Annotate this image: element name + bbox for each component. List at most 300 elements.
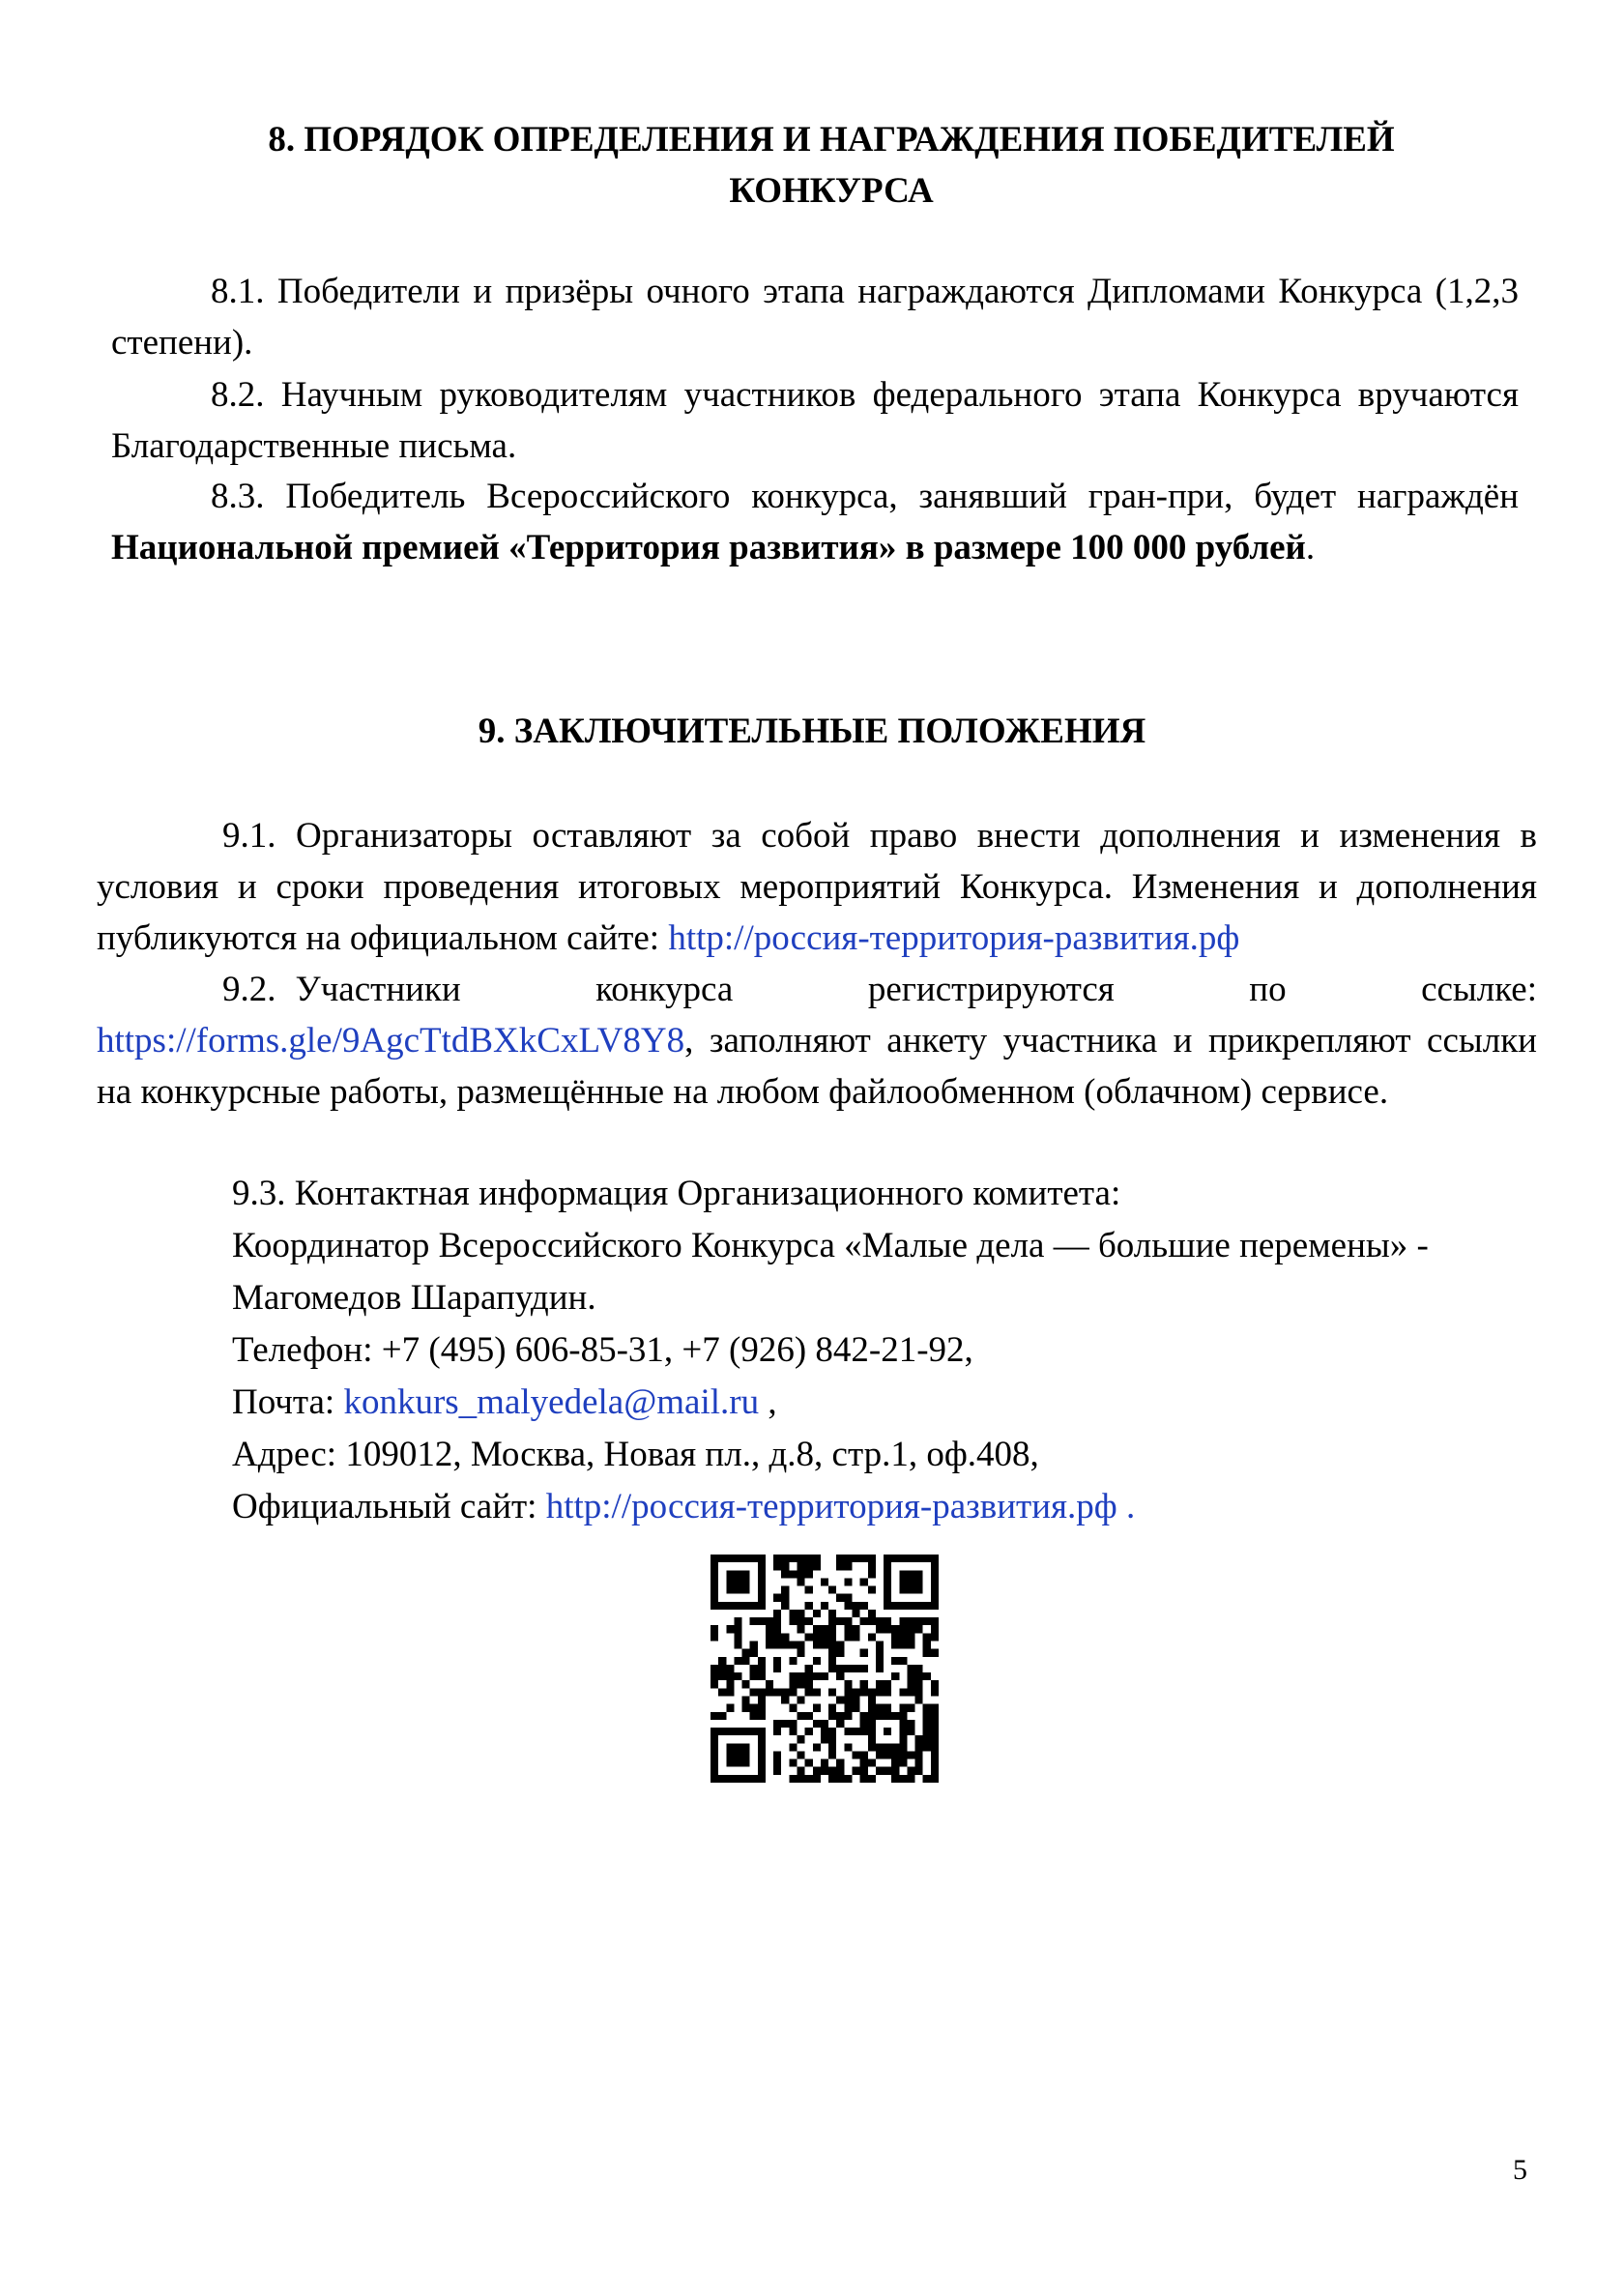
qr-module xyxy=(734,1642,741,1649)
qr-module xyxy=(773,1555,781,1562)
qr-module xyxy=(915,1617,923,1625)
qr-module xyxy=(758,1562,766,1570)
qr-module xyxy=(750,1642,758,1649)
qr-module xyxy=(805,1672,813,1680)
qr-module xyxy=(844,1775,852,1783)
paragraph-8-3 xyxy=(111,471,1519,573)
paragraph-9-2-text: Участники конкурса регистрируются по ссылке: xyxy=(295,970,1537,1009)
qr-module xyxy=(860,1617,868,1625)
qr-module xyxy=(710,1751,718,1758)
qr-module xyxy=(710,1735,718,1743)
qr-module xyxy=(884,1751,891,1758)
qr-module xyxy=(907,1586,914,1594)
qr-module xyxy=(891,1633,899,1641)
qr-module xyxy=(884,1586,891,1594)
qr-module xyxy=(884,1680,891,1688)
qr-module xyxy=(828,1649,836,1657)
qr-module xyxy=(899,1712,907,1720)
qr-module xyxy=(899,1617,907,1625)
qr-module xyxy=(805,1688,813,1696)
qr-module xyxy=(931,1751,939,1758)
qr-module xyxy=(773,1751,781,1758)
qr-module xyxy=(844,1617,852,1625)
qr-module xyxy=(891,1759,899,1767)
qr-module xyxy=(860,1680,868,1688)
coordinator-name: Магомедов Шарапудин. xyxy=(232,1278,596,1318)
qr-module xyxy=(734,1775,741,1783)
qr-module xyxy=(931,1594,939,1602)
qr-module xyxy=(899,1728,907,1735)
qr-module xyxy=(907,1665,914,1672)
qr-module xyxy=(773,1633,781,1641)
qr-module xyxy=(899,1720,907,1728)
qr-module xyxy=(868,1696,876,1703)
qr-module xyxy=(836,1696,844,1703)
qr-module xyxy=(742,1657,750,1665)
qr-module xyxy=(758,1594,766,1602)
qr-module xyxy=(931,1712,939,1720)
qr-module xyxy=(899,1751,907,1758)
qr-module xyxy=(868,1610,876,1617)
qr-module xyxy=(931,1775,939,1783)
qr-module xyxy=(844,1728,852,1735)
qr-module xyxy=(884,1570,891,1578)
qr-module xyxy=(813,1672,821,1680)
qr-module xyxy=(923,1735,931,1743)
qr-module xyxy=(828,1704,836,1712)
qr-module xyxy=(781,1688,789,1696)
qr-module xyxy=(868,1720,876,1728)
qr-module xyxy=(891,1672,899,1680)
qr-module xyxy=(931,1720,939,1728)
qr-module xyxy=(805,1759,813,1767)
qr-module xyxy=(828,1688,836,1696)
qr-module xyxy=(773,1617,781,1625)
qr-module xyxy=(915,1578,923,1585)
qr-module xyxy=(876,1657,884,1665)
qr-module xyxy=(915,1696,923,1703)
qr-module xyxy=(710,1633,718,1641)
qr-module xyxy=(726,1688,734,1696)
qr-module xyxy=(931,1735,939,1743)
qr-module xyxy=(789,1642,797,1649)
qr-module xyxy=(931,1728,939,1735)
qr-module xyxy=(750,1775,758,1783)
qr-module xyxy=(923,1712,931,1720)
qr-module xyxy=(907,1617,914,1625)
qr-module xyxy=(891,1775,899,1783)
qr-module xyxy=(844,1743,852,1751)
qr-module xyxy=(852,1696,859,1703)
qr-module xyxy=(899,1688,907,1696)
qr-module xyxy=(805,1562,813,1570)
qr-module xyxy=(798,1555,805,1562)
qr-module xyxy=(750,1665,758,1672)
qr-module xyxy=(734,1759,741,1767)
qr-module xyxy=(844,1688,852,1696)
qr-module xyxy=(710,1562,718,1570)
qr-module xyxy=(836,1649,844,1657)
qr-module xyxy=(907,1767,914,1775)
qr-module xyxy=(907,1680,914,1688)
email-link[interactable]: konkurs_malyedela@mail.ru xyxy=(343,1382,760,1422)
qr-module xyxy=(915,1555,923,1562)
registration-form-link[interactable]: https://forms.gle/9AgcTtdBXkCxLV8Y8 xyxy=(97,1021,685,1061)
qr-module xyxy=(828,1625,836,1633)
qr-module xyxy=(891,1712,899,1720)
qr-module xyxy=(750,1555,758,1562)
qr-module xyxy=(828,1642,836,1649)
qr-module xyxy=(805,1712,813,1720)
qr-module xyxy=(923,1672,931,1680)
qr-module xyxy=(899,1743,907,1751)
qr-module xyxy=(836,1665,844,1672)
qr-module xyxy=(907,1672,914,1680)
paragraph-9-1 xyxy=(97,810,1537,964)
qr-module xyxy=(742,1586,750,1594)
qr-module xyxy=(868,1688,876,1696)
qr-module xyxy=(915,1680,923,1688)
qr-module xyxy=(884,1743,891,1751)
qr-module xyxy=(931,1649,939,1657)
qr-module xyxy=(821,1642,828,1649)
qr-module xyxy=(726,1751,734,1758)
qr-module xyxy=(876,1617,884,1625)
qr-module xyxy=(821,1625,828,1633)
qr-module xyxy=(798,1696,805,1703)
qr-module xyxy=(907,1642,914,1649)
qr-module xyxy=(899,1586,907,1594)
qr-module xyxy=(734,1728,741,1735)
qr-module xyxy=(868,1728,876,1735)
qr-module xyxy=(773,1625,781,1633)
qr-module xyxy=(844,1562,852,1570)
qr-module xyxy=(726,1672,734,1680)
qr-module xyxy=(750,1617,758,1625)
qr-module xyxy=(852,1767,859,1775)
qr-module xyxy=(789,1720,797,1728)
qr-module xyxy=(773,1720,781,1728)
qr-module xyxy=(884,1594,891,1602)
qr-module xyxy=(868,1704,876,1712)
qr-module xyxy=(868,1735,876,1743)
paragraph-9-1-text: 9.1. Организаторы оставляют за собой право внести дополнения и изменения в условия и сроки проведения итоговых мероприятий Конкурса. Изменения и дополнения публикуются на официальном сайте: xyxy=(97,816,1537,958)
qr-module xyxy=(758,1688,766,1696)
qr-module xyxy=(718,1657,726,1665)
qr-module xyxy=(726,1578,734,1585)
qr-module xyxy=(923,1728,931,1735)
qr-module xyxy=(923,1633,931,1641)
qr-module xyxy=(758,1775,766,1783)
qr-module xyxy=(876,1649,884,1657)
qr-module xyxy=(844,1633,852,1641)
qr-module xyxy=(923,1642,931,1649)
qr-module xyxy=(836,1720,844,1728)
qr-module xyxy=(766,1617,773,1625)
qr-module xyxy=(852,1728,859,1735)
qr-module xyxy=(742,1578,750,1585)
qr-module xyxy=(844,1578,852,1585)
qr-module xyxy=(884,1704,891,1712)
qr-module xyxy=(710,1680,718,1688)
qr-module xyxy=(876,1665,884,1672)
qr-module xyxy=(734,1633,741,1641)
qr-module xyxy=(789,1688,797,1696)
qr-module xyxy=(907,1751,914,1758)
qr-module xyxy=(726,1759,734,1767)
qr-module xyxy=(773,1594,781,1602)
qr-module xyxy=(931,1586,939,1594)
qr-module xyxy=(828,1633,836,1641)
qr-module xyxy=(860,1649,868,1657)
paragraph-9-2-end: , заполняют анкету участника и прикрепляют ссылки на конкурсные работы, размещённые на любом файлообменном (облачном) сервисе. xyxy=(97,1021,1537,1112)
qr-module xyxy=(766,1633,773,1641)
qr-module xyxy=(891,1751,899,1758)
qr-module xyxy=(868,1617,876,1625)
paragraph-9-3: 9.3. Контактная информация Организационного комитета: xyxy=(232,1174,1121,1213)
qr-module xyxy=(899,1704,907,1712)
qr-module xyxy=(891,1642,899,1649)
qr-module xyxy=(915,1586,923,1594)
qr-module xyxy=(798,1617,805,1625)
qr-module xyxy=(821,1720,828,1728)
qr-module xyxy=(884,1602,891,1610)
qr-module xyxy=(860,1759,868,1767)
qr-module xyxy=(726,1570,734,1578)
qr-module xyxy=(899,1625,907,1633)
qr-module xyxy=(876,1712,884,1720)
qr-module xyxy=(868,1775,876,1783)
qr-module xyxy=(766,1625,773,1633)
qr-module xyxy=(828,1743,836,1751)
qr-module xyxy=(710,1728,718,1735)
paragraph-8-3-end: . xyxy=(1305,528,1316,567)
qr-module xyxy=(899,1642,907,1649)
qr-module xyxy=(813,1562,821,1570)
qr-module xyxy=(891,1743,899,1751)
qr-module xyxy=(907,1688,914,1696)
qr-module xyxy=(750,1712,758,1720)
qr-module xyxy=(781,1562,789,1570)
qr-module xyxy=(931,1617,939,1625)
qr-module xyxy=(742,1570,750,1578)
qr-module xyxy=(907,1602,914,1610)
qr-module xyxy=(923,1649,931,1657)
qr-module xyxy=(876,1680,884,1688)
qr-module xyxy=(915,1570,923,1578)
qr-module xyxy=(798,1649,805,1657)
qr-module xyxy=(710,1555,718,1562)
qr-module xyxy=(726,1625,734,1633)
qr-module xyxy=(891,1767,899,1775)
qr-module xyxy=(884,1728,891,1735)
qr-module xyxy=(821,1672,828,1680)
qr-module xyxy=(718,1775,726,1783)
qr-module xyxy=(923,1775,931,1783)
qr-module xyxy=(931,1570,939,1578)
qr-module xyxy=(891,1625,899,1633)
qr-module xyxy=(860,1602,868,1610)
qr-module xyxy=(844,1602,852,1610)
qr-module xyxy=(813,1767,821,1775)
qr-module xyxy=(734,1586,741,1594)
qr-module xyxy=(813,1775,821,1783)
qr-module xyxy=(884,1767,891,1775)
qr-module xyxy=(931,1562,939,1570)
qr-module xyxy=(915,1743,923,1751)
qr-module xyxy=(726,1743,734,1751)
qr-module xyxy=(868,1712,876,1720)
paragraph-9-2-number: 9.2. xyxy=(222,970,276,1009)
qr-module xyxy=(726,1665,734,1672)
qr-module xyxy=(852,1633,859,1641)
qr-module xyxy=(710,1665,718,1672)
qr-module xyxy=(931,1602,939,1610)
qr-module xyxy=(766,1688,773,1696)
qr-module xyxy=(884,1562,891,1570)
qr-module xyxy=(884,1555,891,1562)
qr-module xyxy=(899,1735,907,1743)
qr-module xyxy=(773,1767,781,1775)
qr-module xyxy=(876,1625,884,1633)
qr-module xyxy=(710,1578,718,1585)
section-9-heading: 9. ЗАКЛЮЧИТЕЛЬНЫЕ ПОЛОЖЕНИЯ xyxy=(478,712,1146,751)
qr-module xyxy=(923,1720,931,1728)
qr-module xyxy=(798,1767,805,1775)
qr-module xyxy=(789,1704,797,1712)
qr-module xyxy=(868,1586,876,1594)
qr-module xyxy=(789,1728,797,1735)
qr-module xyxy=(750,1688,758,1696)
qr-module xyxy=(931,1743,939,1751)
qr-module xyxy=(899,1555,907,1562)
qr-module xyxy=(852,1751,859,1758)
qr-module xyxy=(758,1570,766,1578)
qr-module xyxy=(773,1759,781,1767)
section-8-heading: 8. ПОРЯДОК ОПРЕДЕЛЕНИЯ И НАГРАЖДЕНИЯ ПОБЕДИТЕЛЕЙ КОНКУРСА xyxy=(268,120,1395,211)
qr-module xyxy=(907,1633,914,1641)
qr-module xyxy=(773,1642,781,1649)
official-site-link[interactable]: http://россия-территория-развития.рф xyxy=(668,918,1240,958)
qr-module xyxy=(726,1602,734,1610)
official-site-link-2[interactable]: http://россия-территория-развития.рф . xyxy=(545,1487,1136,1526)
qr-module xyxy=(844,1704,852,1712)
qr-module xyxy=(773,1610,781,1617)
qr-module xyxy=(710,1586,718,1594)
qr-module xyxy=(758,1602,766,1610)
qr-module xyxy=(734,1625,741,1633)
qr-module xyxy=(836,1594,844,1602)
qr-module xyxy=(805,1633,813,1641)
qr-module xyxy=(718,1712,726,1720)
qr-module xyxy=(860,1688,868,1696)
qr-module xyxy=(931,1578,939,1585)
qr-module xyxy=(718,1602,726,1610)
qr-module xyxy=(718,1555,726,1562)
qr-module xyxy=(710,1672,718,1680)
qr-module xyxy=(821,1759,828,1767)
qr-module xyxy=(718,1728,726,1735)
qr-module xyxy=(805,1728,813,1735)
qr-module xyxy=(789,1617,797,1625)
qr-module xyxy=(915,1625,923,1633)
qr-module xyxy=(766,1642,773,1649)
qr-module xyxy=(773,1728,781,1735)
qr-module xyxy=(781,1570,789,1578)
qr-module xyxy=(852,1610,859,1617)
qr-module xyxy=(710,1767,718,1775)
qr-module xyxy=(798,1775,805,1783)
qr-module xyxy=(931,1680,939,1688)
qr-module xyxy=(742,1751,750,1758)
official-site-label: Официальный сайт: xyxy=(232,1487,546,1526)
qr-module xyxy=(828,1657,836,1665)
qr-module xyxy=(742,1704,750,1712)
qr-module xyxy=(836,1712,844,1720)
qr-module xyxy=(852,1602,859,1610)
qr-module xyxy=(884,1625,891,1633)
qr-module xyxy=(852,1665,859,1672)
qr-module xyxy=(876,1642,884,1649)
qr-module xyxy=(915,1735,923,1743)
qr-module xyxy=(915,1602,923,1610)
qr-module xyxy=(828,1775,836,1783)
qr-module xyxy=(734,1617,741,1625)
qr-module xyxy=(821,1767,828,1775)
qr-module xyxy=(742,1649,750,1657)
qr-module xyxy=(915,1688,923,1696)
qr-module xyxy=(750,1649,758,1657)
qr-module xyxy=(734,1672,741,1680)
qr-module xyxy=(923,1743,931,1751)
qr-module xyxy=(798,1570,805,1578)
qr-module xyxy=(899,1602,907,1610)
qr-module xyxy=(710,1712,718,1720)
qr-module xyxy=(758,1657,766,1665)
qr-module xyxy=(844,1712,852,1720)
qr-module xyxy=(876,1767,884,1775)
qr-module xyxy=(923,1555,931,1562)
qr-module xyxy=(844,1625,852,1633)
qr-module xyxy=(828,1728,836,1735)
qr-module xyxy=(805,1680,813,1688)
qr-module xyxy=(798,1735,805,1743)
qr-module xyxy=(931,1555,939,1562)
qr-module xyxy=(821,1578,828,1585)
email-label: Почта: xyxy=(232,1382,344,1422)
qr-module xyxy=(710,1570,718,1578)
qr-module xyxy=(813,1625,821,1633)
qr-module xyxy=(915,1759,923,1767)
qr-module xyxy=(734,1570,741,1578)
qr-module xyxy=(899,1570,907,1578)
qr-module xyxy=(915,1767,923,1775)
paragraph-8-3-text: 8.3. Победитель Всероссийского конкурса, занявший гран-при, будет награждён xyxy=(211,477,1519,516)
qr-module xyxy=(710,1759,718,1767)
qr-module xyxy=(805,1570,813,1578)
qr-module xyxy=(868,1633,876,1641)
qr-module xyxy=(907,1625,914,1633)
qr-module xyxy=(726,1555,734,1562)
qr-module xyxy=(781,1594,789,1602)
address-line: Адрес: 109012, Москва, Новая пл., д.8, стр.1, оф.408, xyxy=(232,1435,1039,1474)
qr-module xyxy=(734,1602,741,1610)
qr-module xyxy=(860,1555,868,1562)
qr-module xyxy=(899,1578,907,1585)
qr-module xyxy=(931,1704,939,1712)
qr-module xyxy=(758,1578,766,1585)
paragraph-9-2 xyxy=(97,964,1537,1118)
